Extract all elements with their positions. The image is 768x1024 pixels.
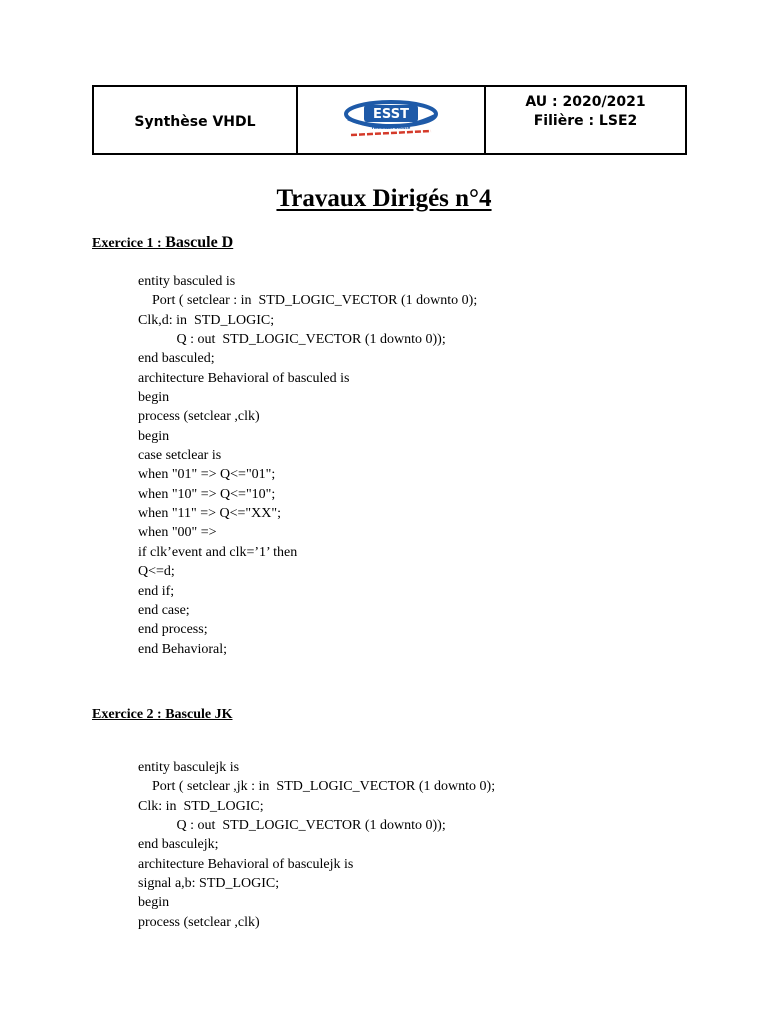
code-line: entity basculed is	[138, 274, 236, 289]
code-line: begin	[138, 428, 170, 444]
course-title: Synthèse VHDL	[134, 114, 256, 130]
code-line: when "10" => Q<="10";	[138, 486, 276, 502]
logo-text: ESST	[373, 107, 409, 122]
code-line: case setclear is	[138, 448, 222, 464]
code-line: architecture Behavioral of basculejk is	[138, 856, 354, 872]
code-line: Q<=d;	[138, 564, 175, 580]
code-line: architecture Behavioral of basculed is	[138, 370, 350, 386]
code-line: end basculed;	[138, 351, 215, 367]
code-line: signal a,b: STD_LOGIC;	[138, 876, 280, 892]
exercise2-label: Exercice 2 :	[92, 707, 166, 722]
code-line: Q : out STD_LOGIC_VECTOR (1 downto 0));	[138, 332, 446, 348]
page-title: Travaux Dirigés n°4	[276, 185, 492, 212]
code-line: end case;	[138, 602, 190, 618]
code-line: Clk,d: in STD_LOGIC;	[138, 312, 275, 328]
code-line: Clk: in STD_LOGIC;	[138, 798, 264, 814]
exercise2-name: Bascule JK	[165, 707, 233, 722]
code-line: end if;	[138, 583, 175, 599]
code-line: Q : out STD_LOGIC_VECTOR (1 downto 0));	[138, 818, 446, 834]
exercise2-code	[138, 758, 495, 932]
exercise2-heading	[92, 707, 233, 723]
code-line: when "11" => Q<="XX";	[138, 506, 281, 522]
exercise1-heading	[92, 234, 233, 252]
exercise1-name: Bascule D	[165, 234, 234, 251]
info-cell	[486, 87, 685, 153]
course-cell	[94, 87, 298, 153]
code-line: Port ( setclear ,jk : in STD_LOGIC_VECTOR (1 downto 0);	[138, 779, 496, 795]
academic-year: AU : 2020/2021	[525, 94, 646, 110]
logo-subtitle: Hammam Sousse	[371, 125, 411, 130]
code-line: Port ( setclear : in STD_LOGIC_VECTOR (1 downto 0);	[138, 293, 478, 309]
exercise1-label: Exercice 1 :	[92, 236, 166, 251]
code-line: end process;	[138, 622, 208, 638]
code-line: end basculejk;	[138, 837, 219, 853]
code-line: end Behavioral;	[138, 641, 228, 657]
exercise1-code	[138, 272, 477, 659]
header-table	[92, 85, 687, 155]
code-line: begin	[138, 895, 170, 911]
esst-logo	[336, 97, 446, 143]
code-line: begin	[138, 390, 170, 406]
filiere: Filière : LSE2	[533, 113, 638, 129]
code-line: when "01" => Q<="01";	[138, 467, 276, 483]
code-line: process (setclear ,clk)	[138, 914, 260, 930]
code-line: when "00" =>	[138, 525, 217, 541]
logo-cell	[298, 87, 486, 153]
code-line: if clk’event and clk=’1’ then	[138, 544, 298, 560]
code-line: entity basculejk is	[138, 760, 240, 775]
code-line: process (setclear ,clk)	[138, 409, 260, 425]
